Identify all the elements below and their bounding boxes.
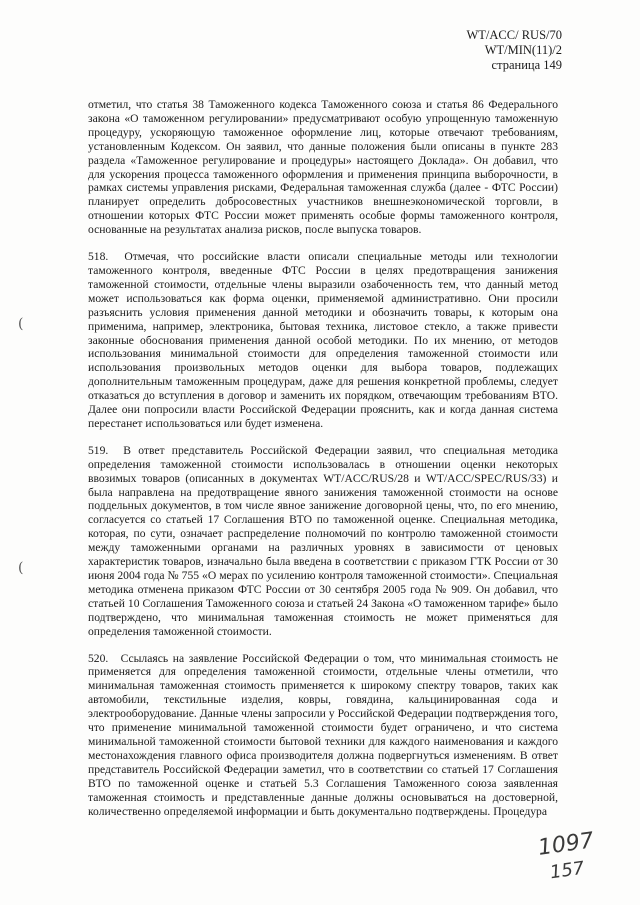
page-number: страница 149 [491, 58, 562, 72]
document-symbol: WT/ACC/ RUS/70 [466, 28, 562, 42]
paragraph-519 [88, 444, 558, 639]
paragraph-text: отметил, что статья 38 Таможенного кодекса Таможенного союза и статья 86 Федерального закона «О таможенном регулировании» предусматривают особую упрощенную таможенную процедуру, ускоряющую таможенное оформление лиц, которые отвечают требованиям, установленным Кодексом. Он заявил, что данные положения были описаны в пункте 283 раздела «Таможенное регулирование и процедуры» настоящего Доклада». Он добавил, что для ускорения процесса таможенного оформления и применения принципа выборочности, в рамках системы управления рисками, Федеральная таможенная служба (далее - ФТС России) планирует определить добросовестных участников внешнеэкономической торговли, в отношении которых ФТС России может применять особые формы таможенного контроля, основанные на результатах анализа рисков, после выпуска товаров. [88, 98, 558, 237]
binding-hole-mark: ( [18, 560, 24, 576]
paragraph-number: 519. [88, 443, 109, 457]
paragraph-518 [88, 250, 558, 431]
handwritten-sheet-number: 157 [548, 857, 586, 884]
ministerial-symbol: WT/MIN(11)/2 [484, 43, 562, 57]
paragraph-text: В ответ представитель Российской Федерации заявил, что специальная методика определения таможенной стоимости использовалась в отношении оценки некоторых ввозимых товаров (описанных в документах WT/ACC/RUS/28 и WT/ACC/SPEC/RUS/33) и была направлена на предотвращение явного занижения таможенной стоимости на основе поддельных документов, в том числе явное занижение договорной цены, что, по его мнению, согласуется со статьей 17 Соглашения ВТО по таможенной оценке. Специальная методика, которая, по сути, означает распределение полномочий по контролю таможенной стоимости между таможенными органами на различных уровнях в зависимости от ценовых характеристик товаров, изначально была введена в соответствии с приказом ГТК России от 30 июня 2004 года № 755 «О мерах по усилению контроля таможенной стоимости». Специальная методика отменена приказом ФТС России от 30 сентября 2005 года № 909. Он добавил, что статьей 10 Соглашения Таможенного союза и статьей 24 Закона «О таможенном тарифе» было подтверждено, что минимальная таможенная стоимость не может применяться для определения таможенной стоимости. [88, 443, 558, 638]
paragraph-number: 518. [88, 250, 109, 264]
document-header [467, 28, 563, 73]
paragraph-text: Ссылаясь на заявление Российской Федерации о том, что минимальная стоимость не применяется для определения таможенной стоимости, отдельные члены отметили, что минимальная таможенная стоимость применяется к широкому спектру товаров, таких как автомобили, текстильные изделия, ковры, говядина, кальцинированная сода и электрооборудование. Данные члены запросили у Российской Федерации подтверждения того, что применение минимальной таможенной стоимости будет ограничено, и что система минимальной таможенной стоимости бытовой техники для каждого наименования и каждого местонахождения главного офиса производителя должна подвергнуться изменениям. В ответ представитель Российской Федерации заметил, что в соответствии со статьей 17 Соглашения ВТО по таможенной оценке и статьей 5.3 Соглашения Таможенного союза заявленная таможенная стоимость и представленные данные должны основываться на достоверной, количественно определяемой информации и быть документально подтверждены. Процедура [88, 651, 558, 818]
handwritten-page-number: 1097 [536, 828, 596, 861]
paragraph-number: 520. [88, 651, 109, 665]
paragraph-continued [88, 98, 558, 237]
paragraph-text: Отмечая, что российские власти описали специальные методы или технологии таможенного контроля, введенные ФТС России в целях предотвращения занижения таможенной стоимости, отдельные члены выразили озабоченность тем, что данный метод может использоваться как форма оценки, применяемой административно. Они просили разъяснить условия применения данной методики и обозначить товары, к которым она применима, например, электроника, бытовая техника, листовое стекло, а также привести законные обоснования применения данной особой методики. По их мнению, от методов использования минимальной стоимости для определения таможенной стоимости или использования произвольных методов оценки для выбора товаров, подлежащих дополнительным таможенным процедурам, даже для решения конкретной проблемы, следует отказаться до вступления в договор и заменить их порядком, отвечающим требованиям ВТО. Далее они попросили власти Российской Федерации прояснить, как и когда данная система перестанет использоваться или будет изменена. [88, 250, 558, 430]
binding-hole-mark: ( [18, 316, 24, 332]
paragraph-520 [88, 652, 558, 819]
document-body [88, 98, 558, 831]
